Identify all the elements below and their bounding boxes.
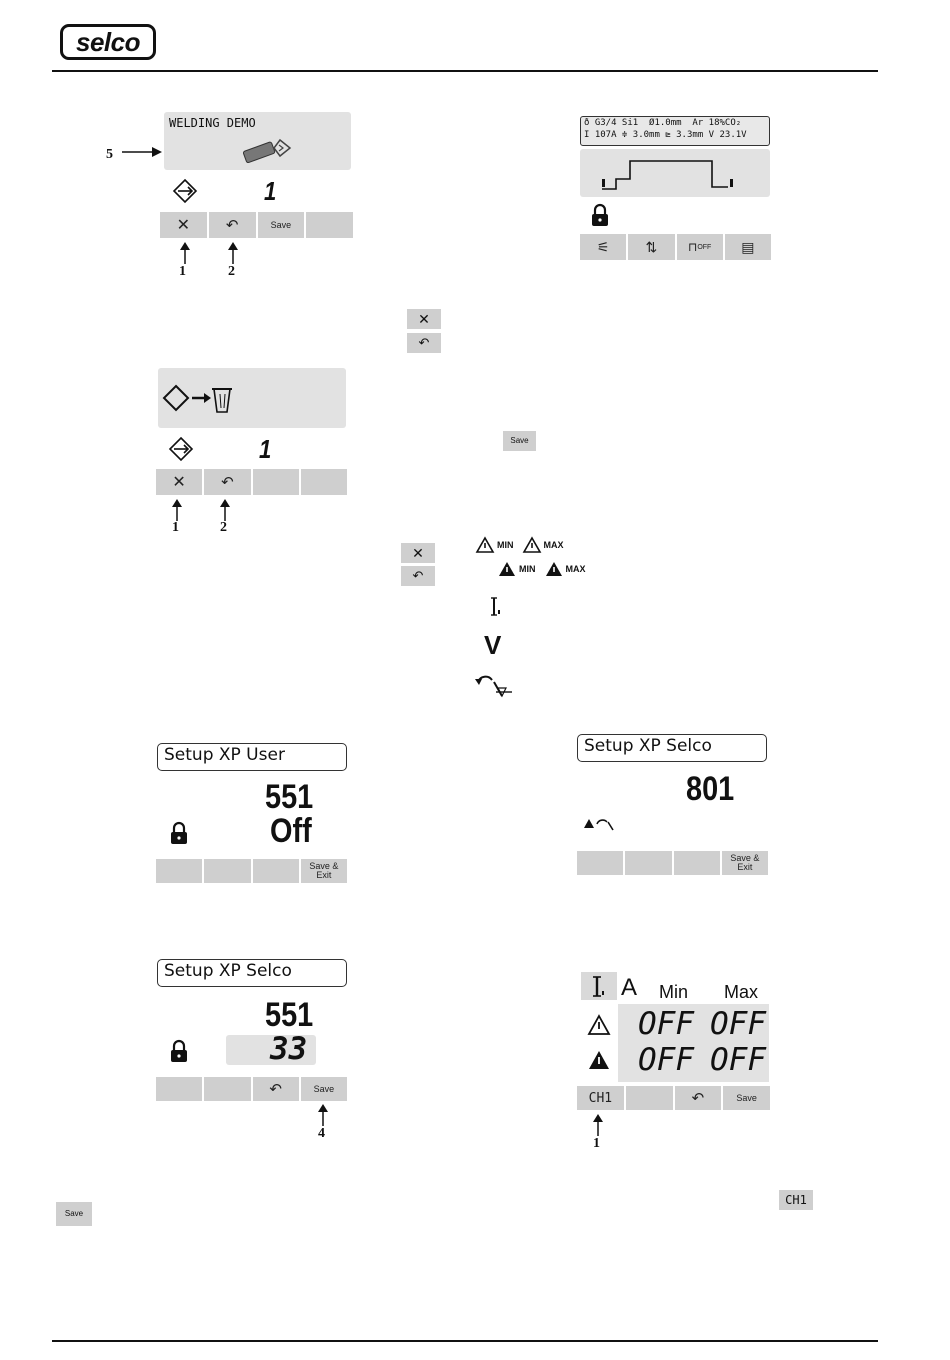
warning-max-value[interactable]: OFF [710,1006,766,1042]
setup-title: Setup XP Selco [584,736,712,756]
empty-softkey[interactable] [253,859,299,883]
softkey-bar-7 [577,1086,770,1110]
torch-icon: ⚟ [596,238,610,255]
callout-1: 1 [172,520,179,535]
delete-program-icon [164,384,234,414]
softkey-bar-4 [156,859,347,883]
menu-icon: ▤ [741,238,755,255]
wire-speed-icon [474,672,516,700]
voltage-symbol: V [484,630,502,660]
alarm-min-value[interactable]: OFF [638,1042,694,1078]
setup-title: Setup XP Selco [164,961,292,981]
arrow-up-icon [591,1114,605,1136]
save-softkey[interactable] [301,1077,347,1101]
empty-softkey[interactable] [674,851,720,875]
undo-softkey[interactable] [204,469,250,495]
torch-softkey[interactable] [580,234,626,260]
inline-cancel-key [407,309,441,329]
warning-outline-icon [588,1015,610,1035]
status-line-1 [584,118,741,128]
empty-softkey[interactable] [625,851,671,875]
callout-5: 5 [106,147,113,162]
setup-title-box [157,959,347,987]
selco-logo [60,24,156,60]
status-line-2: I 107A ≑ 3.0mm ⊵ 3.3mm V 23.1V [584,130,747,140]
lock-icon [170,1040,188,1062]
close-icon: ✕ [176,216,191,234]
ch1-label: CH1 [785,1193,807,1207]
warning-outline-icon [523,537,541,553]
empty-softkey[interactable] [156,859,202,883]
max-column-header: Max [724,982,759,1002]
footer-rule [52,1340,878,1342]
parameter-value: 33 [270,1031,308,1067]
memory-chip-icon [240,136,296,164]
parameter-number: 551 [265,778,314,816]
status-header [580,116,770,146]
arrow-up-icon [316,1104,330,1126]
save-exit-softkey[interactable] [722,851,768,875]
inline-undo-key [401,566,435,586]
callout-1: 1 [179,264,186,279]
current-readout: I 107A [584,130,617,140]
inline-ch1-key [779,1190,813,1210]
header-rule [52,70,878,72]
inline-save-key [503,431,536,451]
save-exit-label: Save & Exit [309,861,339,880]
load-program-icon [168,436,194,462]
off-label: OFF [697,243,712,251]
empty-softkey[interactable] [577,851,623,875]
arrow-up-icon [226,242,240,264]
cancel-softkey[interactable] [160,212,207,238]
close-icon: ✕ [418,311,430,327]
softkey-bar-6 [156,1077,347,1101]
gas-type: Ar 18%CO₂ [692,118,742,128]
undo-icon: ↶ [418,335,430,350]
delete-program-display [158,368,346,428]
thickness-readout: 3.0mm [632,130,660,140]
undo-icon: ↶ [221,473,234,491]
max-label: MAX [565,564,586,574]
voltage-readout: V 23.1V [708,130,747,140]
min-label: MIN [497,540,514,550]
undo-softkey[interactable] [209,212,256,238]
close-icon: ✕ [172,473,186,491]
setup-title: Setup XP User [164,745,285,765]
parameter-number: 551 [265,996,314,1034]
welding-demo-display [164,112,351,170]
softkey-bar-1 [160,212,353,238]
current-symbol-icon [592,976,608,998]
empty-softkey[interactable] [204,1077,250,1101]
inline-cancel-key [401,543,435,563]
arrow-up-icon [170,499,184,521]
welding-demo-text: WELDING DEMO [169,116,256,130]
channel-label: CH1 [588,1090,613,1106]
weld-sequence-graph-icon [580,149,770,197]
current-symbol-icon [490,596,504,618]
arrow-up-icon [178,242,192,264]
parameter-state: Off [270,812,312,850]
up-down-softkey[interactable] [628,234,674,260]
unit-label: A [621,974,638,1001]
save-label: Save [64,1209,84,1218]
close-icon: ✕ [412,545,424,561]
warning-filled-icon [588,1050,610,1070]
cancel-softkey[interactable] [156,469,202,495]
warning-min-value[interactable]: OFF [638,1006,694,1042]
wire-type: ð G3/4 Si1 [584,118,639,128]
min-column-header: Min [659,982,689,1002]
logo-text: selco [76,26,140,57]
undo-icon: ↶ [691,1089,705,1107]
save-label: Save [313,1083,335,1094]
load-program-icon [172,178,198,204]
empty-softkey[interactable] [626,1086,673,1110]
inline-save-key [56,1202,92,1226]
empty-softkey[interactable] [156,1077,202,1101]
save-label: Save [510,436,529,445]
undo-softkey[interactable] [675,1086,722,1110]
warning-filled-icon [498,561,516,577]
min-label: MIN [519,564,536,574]
lock-icon [170,822,188,844]
alarm-max-value[interactable]: OFF [710,1042,766,1078]
throat-readout: 3.3mm [676,130,704,140]
max-label: MAX [543,540,564,550]
warning-filled-icon [545,561,563,577]
warning-legend-outline [476,537,564,553]
arrow-up-icon [218,499,232,521]
callout-2: 2 [220,520,227,535]
program-number: 1 [264,176,277,206]
save-softkey[interactable] [258,212,305,238]
callout-2: 2 [228,264,235,279]
callout-4: 4 [318,1126,325,1141]
save-label: Save [270,219,292,230]
program-number: 1 [259,434,272,464]
warning-legend-filled [498,561,586,577]
save-softkey[interactable] [723,1086,770,1110]
parameter-number: 801 [686,770,735,808]
empty-softkey[interactable] [306,212,353,238]
menu-softkey[interactable] [725,234,771,260]
parameter-value-field[interactable] [226,1031,316,1067]
empty-softkey[interactable] [301,469,347,495]
warning-wire-speed-icon [583,816,617,832]
undo-icon: ↶ [225,216,239,234]
save-exit-softkey[interactable] [301,859,347,883]
callout-1: 1 [593,1136,600,1151]
warning-outline-icon [476,537,494,553]
empty-softkey[interactable] [204,859,250,883]
softkey-bar-5 [577,851,768,875]
arrow-right-icon [122,144,162,160]
lock-icon [591,204,609,226]
undo-icon: ↶ [412,568,424,583]
current-symbol-box [581,972,617,1000]
save-label: Save [736,1092,757,1103]
setup-title-box [577,734,767,762]
empty-softkey[interactable] [253,469,299,495]
softkey-bar-2 [580,234,771,260]
limits-display [618,1004,769,1082]
channel-softkey[interactable] [577,1086,624,1110]
weld-sequence-graph [580,149,770,197]
wire-diameter: Ø1.0mm [649,118,682,128]
softkey-bar-3 [156,469,347,495]
process-softkey[interactable] [677,234,723,260]
undo-softkey[interactable] [253,1077,299,1101]
callout-5-label [106,145,113,163]
undo-icon: ↶ [269,1080,282,1098]
up-down-icon: ⇅ [645,238,658,255]
save-exit-label: Save & Exit [730,853,760,872]
setup-title-box [157,743,347,771]
pulse-icon: ⊓ [687,239,698,254]
inline-undo-key [407,333,441,353]
